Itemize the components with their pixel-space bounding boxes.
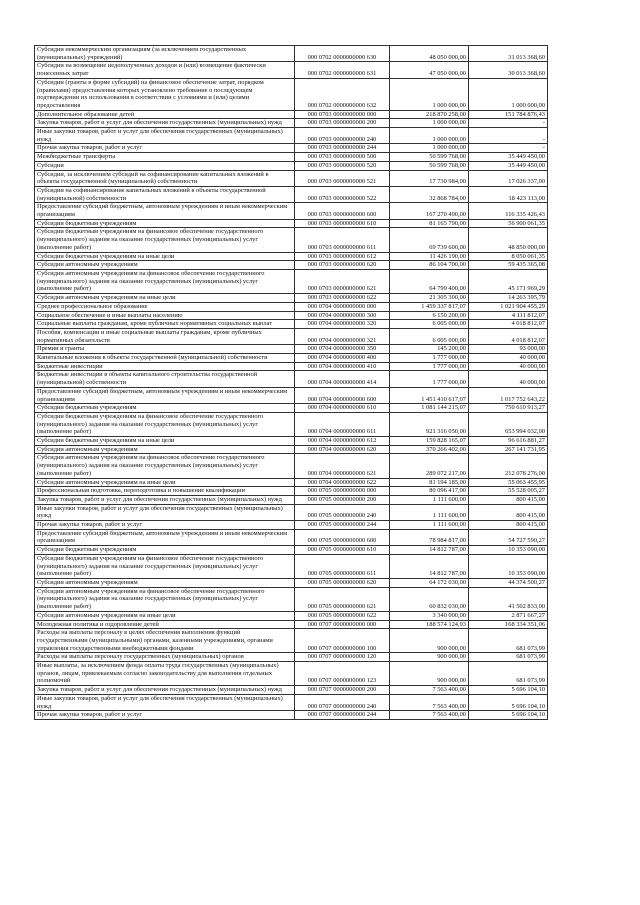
row-approved-cell: 167 270 490,00	[390, 203, 469, 219]
table-row	[35, 478, 548, 487]
row-executed-cell: 93 000,00	[469, 345, 548, 354]
row-code-cell: 000 0704 0000000000 620	[295, 445, 390, 454]
row-approved-cell: 1 777 000,00	[390, 371, 469, 387]
row-approved-cell: 64 799 400,00	[390, 269, 469, 293]
row-code-cell: 000 0703 0000000000 500	[295, 153, 390, 162]
row-executed-cell: 1 017 752 643,22	[469, 387, 548, 403]
table-row	[35, 445, 548, 454]
row-code-cell: 000 0705 0000000000 244	[295, 521, 390, 530]
row-code-cell: 000 0704 0000000000 300	[295, 311, 390, 320]
row-name-cell: Субсидии автономным учреждениям на финансовое обеспечение государственного (муниципального) задания на оказание государственных (муниципальных) услуг (выполнение работ)	[35, 587, 295, 611]
row-name-cell: Молодежная политика и оздоровление детей	[35, 620, 295, 629]
table-row	[35, 78, 548, 110]
row-executed-cell: 168 334 351,06	[469, 620, 548, 629]
row-code-cell: 000 0702 0000000000 630	[295, 46, 390, 62]
table-row	[35, 228, 548, 252]
row-name-cell: Предоставление субсидий бюджетным, автономным учреждениям и иным некоммерческим организациям	[35, 203, 295, 219]
row-name-cell: Субсидии на софинансирование капитальных вложений в объекты государственной (муниципальной) собственности	[35, 186, 295, 202]
table-row	[35, 487, 548, 496]
table-row	[35, 620, 548, 629]
row-name-cell: Иные закупки товаров, работ и услуг для обеспечения государственных (муниципальных) нужд	[35, 694, 295, 710]
row-name-cell: Пособия, компенсации и иные социальные выплаты гражданам, кроме публичных нормативных обязательств	[35, 328, 295, 344]
row-approved-cell: 69 739 600,00	[390, 228, 469, 252]
table-row	[35, 662, 548, 686]
row-approved-cell: 1 451 410 617,07	[390, 387, 469, 403]
row-code-cell: 000 0704 0000000000 621	[295, 454, 390, 478]
row-code-cell: 000 0707 0000000000 100	[295, 629, 390, 653]
row-approved-cell: 80 096 417,00	[390, 487, 469, 496]
row-approved-cell: 7 563 400,00	[390, 694, 469, 710]
table-row	[35, 269, 548, 293]
table-row	[35, 144, 548, 153]
row-executed-cell: 681 073,99	[469, 629, 548, 653]
row-name-cell: Капитальные вложения в объекты государственной (муниципальной) собственности	[35, 354, 295, 363]
table-row	[35, 110, 548, 119]
row-name-cell: Расходы на выплаты персоналу в целях обеспечения выполнения функций государственными (муниципальными) органами, казенными учреждениями, органами управления государственными внебюджетными фондами	[35, 629, 295, 653]
row-code-cell: 000 0705 0000000000 611	[295, 554, 390, 578]
row-executed-cell: 10 353 090,00	[469, 546, 548, 555]
table-row	[35, 521, 548, 530]
table-row	[35, 186, 548, 202]
row-executed-cell: 4 111 812,07	[469, 311, 548, 320]
table-row	[35, 611, 548, 620]
table-row	[35, 311, 548, 320]
row-name-cell: Дополнительное образование детей	[35, 110, 295, 119]
table-row	[35, 320, 548, 329]
row-code-cell: 000 0703 0000000000 611	[295, 228, 390, 252]
row-code-cell: 000 0704 0000000000 410	[295, 362, 390, 371]
budget-expenditure-table	[34, 45, 548, 720]
row-executed-cell: 48 850 000,00	[469, 228, 548, 252]
table-row	[35, 653, 548, 662]
row-code-cell: 000 0703 0000000000 522	[295, 186, 390, 202]
row-code-cell: 000 0703 0000000000 000	[295, 110, 390, 119]
row-approved-cell: 289 072 217,00	[390, 454, 469, 478]
row-code-cell: 000 0704 0000000000 610	[295, 404, 390, 413]
row-code-cell: 000 0704 0000000000 400	[295, 354, 390, 363]
row-name-cell: Закупка товаров, работ и услуг для обеспечения государственных (муниципальных) нужд	[35, 495, 295, 504]
row-approved-cell: 1 000 000,00	[390, 128, 469, 144]
row-approved-cell: 86 104 700,00	[390, 261, 469, 270]
table-row	[35, 161, 548, 170]
row-code-cell: 000 0707 0000000000 123	[295, 662, 390, 686]
row-name-cell: Бюджетные инвестиции в объекты капитального строительства государственной (муниципальной) собственности	[35, 371, 295, 387]
row-code-cell: 000 0704 0000000000 414	[295, 371, 390, 387]
row-code-cell: 000 0704 0000000000 320	[295, 320, 390, 329]
row-approved-cell: 50 599 768,00	[390, 153, 469, 162]
row-approved-cell: 1 777 000,00	[390, 354, 469, 363]
row-executed-cell: 1 000 000,00	[469, 78, 548, 110]
row-code-cell: 000 0705 0000000000 620	[295, 579, 390, 588]
row-approved-cell: 14 812 787,00	[390, 546, 469, 555]
row-name-cell: Субсидии бюджетным учреждениям на иные цели	[35, 437, 295, 446]
row-executed-cell: 653 994 032,00	[469, 412, 548, 436]
row-executed-cell: 800 415,00	[469, 495, 548, 504]
row-name-cell: Закупка товаров, работ и услуг для обеспечения государственных (муниципальных) нужд	[35, 119, 295, 128]
row-name-cell: Прочая закупка товаров, работ и услуг	[35, 521, 295, 530]
row-approved-cell: 17 730 984,00	[390, 170, 469, 186]
row-executed-cell: 681 073,99	[469, 662, 548, 686]
row-name-cell: Субсидии автономным учреждениям на финансовое обеспечение государственного (муниципального) задания на оказание государственных (муниципальных) услуг (выполнение работ)	[35, 269, 295, 293]
row-name-cell: Иные закупки товаров, работ и услуг для обеспечения государственных (муниципальных) нужд	[35, 504, 295, 520]
table-row	[35, 587, 548, 611]
row-approved-cell: 50 599 768,00	[390, 161, 469, 170]
table-row	[35, 46, 548, 62]
row-code-cell: 000 0704 0000000000 321	[295, 328, 390, 344]
table-row	[35, 694, 548, 710]
row-approved-cell: 218 870 258,00	[390, 110, 469, 119]
row-name-cell: Субсидии автономным учреждениям на иные цели	[35, 294, 295, 303]
row-approved-cell: 900 000,00	[390, 662, 469, 686]
row-executed-cell: 17 026 337,00	[469, 170, 548, 186]
table-row	[35, 579, 548, 588]
row-executed-cell: 2 871 667,27	[469, 611, 548, 620]
row-code-cell: 000 0703 0000000000 610	[295, 219, 390, 228]
row-executed-cell: 116 335 426,43	[469, 203, 548, 219]
row-name-cell: Субсидии, за исключением субсидий на софинансирование капитальных вложений в объекты государственной (муниципальной) собственности	[35, 170, 295, 186]
row-approved-cell: 7 563 400,00	[390, 686, 469, 695]
row-code-cell: 000 0704 0000000000 350	[295, 345, 390, 354]
row-name-cell: Субсидии бюджетным учреждениям на финансовое обеспечение государственного (муниципального) задания на оказание государственных (муниципальных) услуг (выполнение работ)	[35, 554, 295, 578]
row-code-cell: 000 0704 0000000000 600	[295, 387, 390, 403]
row-executed-cell: 4 018 812,07	[469, 328, 548, 344]
row-code-cell: 000 0705 0000000000 600	[295, 529, 390, 545]
table-row	[35, 437, 548, 446]
row-executed-cell: 800 415,00	[469, 504, 548, 520]
row-code-cell: 000 0705 0000000000 610	[295, 546, 390, 555]
row-approved-cell: 81 165 790,00	[390, 219, 469, 228]
row-name-cell: Социальное обеспечение и иные выплаты населению	[35, 311, 295, 320]
table-row	[35, 546, 548, 555]
row-code-cell: 000 0705 0000000000 240	[295, 504, 390, 520]
row-executed-cell: 212 078 276,00	[469, 454, 548, 478]
table-row	[35, 153, 548, 162]
table-row	[35, 170, 548, 186]
row-name-cell: Субсидии бюджетным учреждениям	[35, 546, 295, 555]
table-row	[35, 219, 548, 228]
row-executed-cell: 267 141 731,95	[469, 445, 548, 454]
row-code-cell: 000 0705 0000000000 621	[295, 587, 390, 611]
row-executed-cell: -	[469, 119, 548, 128]
table-row	[35, 686, 548, 695]
row-name-cell: Субсидии (гранты в форме субсидий) на финансовое обеспечение затрат, порядком (правилами) предоставления которых установлено требование о последующем подтверждении их использования в соответствии с условиями и (или) целями предоставления	[35, 78, 295, 110]
row-approved-cell: 6 005 000,00	[390, 320, 469, 329]
table-row	[35, 454, 548, 478]
row-approved-cell: 188 574 124,93	[390, 620, 469, 629]
row-name-cell: Субсидии автономным учреждениям	[35, 261, 295, 270]
row-executed-cell: 30 013 368,60	[469, 62, 548, 78]
row-code-cell: 000 0704 0000000000 611	[295, 412, 390, 436]
table-row	[35, 345, 548, 354]
table-body	[35, 46, 548, 720]
row-approved-cell: 1 000 000,00	[390, 78, 469, 110]
table-row	[35, 362, 548, 371]
row-code-cell: 000 0704 0000000000 000	[295, 302, 390, 311]
table-row	[35, 328, 548, 344]
table-row	[35, 504, 548, 520]
table-row	[35, 711, 548, 720]
row-approved-cell: 81 194 185,00	[390, 478, 469, 487]
row-executed-cell: 750 610 913,27	[469, 404, 548, 413]
row-executed-cell: 10 353 090,00	[469, 554, 548, 578]
row-executed-cell: 1 021 904 455,29	[469, 302, 548, 311]
row-name-cell: Предоставление субсидий бюджетным, автономным учреждениям и иным некоммерческим организациям	[35, 387, 295, 403]
row-executed-cell: 35 449 450,00	[469, 153, 548, 162]
row-name-cell: Закупка товаров, работ и услуг для обеспечения государственных (муниципальных) нужд	[35, 686, 295, 695]
row-name-cell: Субсидии бюджетным учреждениям на иные цели	[35, 252, 295, 261]
table-row	[35, 294, 548, 303]
row-executed-cell: 40 000,00	[469, 362, 548, 371]
row-name-cell: Субсидии	[35, 161, 295, 170]
row-code-cell: 000 0707 0000000000 000	[295, 620, 390, 629]
table-row	[35, 387, 548, 403]
table-row	[35, 302, 548, 311]
row-executed-cell: 31 013 368,60	[469, 46, 548, 62]
row-executed-cell: -	[469, 144, 548, 153]
table-row	[35, 252, 548, 261]
table-row	[35, 629, 548, 653]
row-executed-cell: 151 784 876,43	[469, 110, 548, 119]
table-row	[35, 554, 548, 578]
table-row	[35, 404, 548, 413]
row-approved-cell: 900 000,00	[390, 629, 469, 653]
row-executed-cell: 55 063 455,95	[469, 478, 548, 487]
row-executed-cell: 14 263 395,79	[469, 294, 548, 303]
row-approved-cell: 921 316 050,00	[390, 412, 469, 436]
row-name-cell: Межбюджетные трансферты	[35, 153, 295, 162]
row-code-cell: 000 0707 0000000000 120	[295, 653, 390, 662]
row-code-cell: 000 0707 0000000000 240	[295, 694, 390, 710]
table-row	[35, 354, 548, 363]
row-name-cell: Премии и гранты	[35, 345, 295, 354]
row-name-cell: Субсидии автономным учреждениям на финансовое обеспечение государственного (муниципального) задания на оказание государственных (муниципальных) услуг (выполнение работ)	[35, 454, 295, 478]
row-approved-cell: 159 828 165,07	[390, 437, 469, 446]
row-code-cell: 000 0702 0000000000 631	[295, 62, 390, 78]
table-row	[35, 495, 548, 504]
row-name-cell: Прочая закупка товаров, работ и услуг	[35, 144, 295, 153]
row-name-cell: Профессиональная подготовка, переподготовка и повышение квалификации	[35, 487, 295, 496]
row-executed-cell: -	[469, 128, 548, 144]
row-code-cell: 000 0704 0000000000 622	[295, 478, 390, 487]
row-code-cell: 000 0703 0000000000 621	[295, 269, 390, 293]
row-name-cell: Предоставление субсидий бюджетным, автономным учреждениям и иным некоммерческим организациям	[35, 529, 295, 545]
row-executed-cell: 41 502 833,00	[469, 587, 548, 611]
row-approved-cell: 145 200,00	[390, 345, 469, 354]
row-approved-cell: 6 150 200,00	[390, 311, 469, 320]
row-code-cell: 000 0703 0000000000 200	[295, 119, 390, 128]
row-approved-cell: 21 305 300,00	[390, 294, 469, 303]
row-approved-cell: 1 000 000,00	[390, 119, 469, 128]
row-approved-cell: 47 050 000,00	[390, 62, 469, 78]
row-name-cell: Субсидии автономным учреждениям	[35, 579, 295, 588]
row-code-cell: 000 0703 0000000000 612	[295, 252, 390, 261]
row-name-cell: Субсидии автономным учреждениям на иные цели	[35, 611, 295, 620]
row-approved-cell: 48 050 000,00	[390, 46, 469, 62]
table-row	[35, 128, 548, 144]
row-approved-cell: 6 005 000,00	[390, 328, 469, 344]
row-code-cell: 000 0705 0000000000 000	[295, 487, 390, 496]
row-approved-cell: 78 984 817,00	[390, 529, 469, 545]
row-approved-cell: 1 777 000,00	[390, 362, 469, 371]
row-approved-cell: 14 812 787,00	[390, 554, 469, 578]
row-executed-cell: 44 374 500,27	[469, 579, 548, 588]
row-name-cell: Субсидии бюджетным учреждениям	[35, 404, 295, 413]
row-approved-cell: 7 563 400,00	[390, 711, 469, 720]
row-approved-cell: 1 111 600,00	[390, 521, 469, 530]
budget-report-page	[34, 45, 547, 720]
row-executed-cell: 8 050 061,35	[469, 252, 548, 261]
row-executed-cell: 18 423 113,00	[469, 186, 548, 202]
row-approved-cell: 11 426 190,00	[390, 252, 469, 261]
row-executed-cell: 40 000,00	[469, 354, 548, 363]
row-name-cell: Субсидии некоммерческим организациям (за исключением государственных (муниципальных) учреждений)	[35, 46, 295, 62]
row-executed-cell: 54 727 590,27	[469, 529, 548, 545]
row-code-cell: 000 0703 0000000000 240	[295, 128, 390, 144]
row-code-cell: 000 0703 0000000000 244	[295, 144, 390, 153]
row-executed-cell: 5 696 104,10	[469, 686, 548, 695]
row-executed-cell: 96 616 881,27	[469, 437, 548, 446]
row-name-cell: Расходы на выплаты персоналу государственных (муниципальных) органов	[35, 653, 295, 662]
row-name-cell: Прочая закупка товаров, работ и услуг	[35, 711, 295, 720]
row-approved-cell: 64 172 030,00	[390, 579, 469, 588]
row-code-cell: 000 0703 0000000000 600	[295, 203, 390, 219]
row-approved-cell: 900 000,00	[390, 653, 469, 662]
row-executed-cell: 59 435 365,08	[469, 261, 548, 270]
table-row	[35, 412, 548, 436]
row-code-cell: 000 0705 0000000000 200	[295, 495, 390, 504]
row-name-cell: Иные закупки товаров, работ и услуг для обеспечения государственных (муниципальных) нужд	[35, 128, 295, 144]
row-executed-cell: 5 696 104,10	[469, 694, 548, 710]
table-row	[35, 261, 548, 270]
row-name-cell: Субсидии автономным учреждениям	[35, 445, 295, 454]
row-code-cell: 000 0705 0000000000 622	[295, 611, 390, 620]
table-row	[35, 62, 548, 78]
table-row	[35, 529, 548, 545]
row-executed-cell: 681 073,99	[469, 653, 548, 662]
row-code-cell: 000 0703 0000000000 520	[295, 161, 390, 170]
row-code-cell: 000 0707 0000000000 200	[295, 686, 390, 695]
row-approved-cell: 32 868 784,00	[390, 186, 469, 202]
row-code-cell: 000 0707 0000000000 244	[295, 711, 390, 720]
row-approved-cell: 1 081 144 215,07	[390, 404, 469, 413]
row-executed-cell: 4 018 812,07	[469, 320, 548, 329]
row-code-cell: 000 0703 0000000000 622	[295, 294, 390, 303]
row-name-cell: Субсидии автономным учреждениям на иные цели	[35, 478, 295, 487]
row-name-cell: Субсидии на возмещение недополученных доходов и (или) возмещение фактически понесенных затрат	[35, 62, 295, 78]
table-row	[35, 119, 548, 128]
row-executed-cell: 45 171 969,29	[469, 269, 548, 293]
row-approved-cell: 370 266 402,00	[390, 445, 469, 454]
row-approved-cell: 3 340 000,00	[390, 611, 469, 620]
table-row	[35, 371, 548, 387]
row-executed-cell: 35 449 450,00	[469, 161, 548, 170]
row-name-cell: Иные выплаты, за исключением фонда оплаты труда государственных (муниципальных) органов, лицам, привлекаемым согласно законодательству для выполнения отдельных полномочий	[35, 662, 295, 686]
row-executed-cell: 40 000,00	[469, 371, 548, 387]
row-approved-cell: 1 111 600,00	[390, 504, 469, 520]
row-name-cell: Социальные выплаты гражданам, кроме публичных нормативных социальных выплат	[35, 320, 295, 329]
row-code-cell: 000 0702 0000000000 632	[295, 78, 390, 110]
row-name-cell: Бюджетные инвестиции	[35, 362, 295, 371]
row-name-cell: Субсидии бюджетным учреждениям на финансовое обеспечение государственного (муниципального) задания на оказание государственных (муниципальных) услуг (выполнение работ)	[35, 228, 295, 252]
row-approved-cell: 1 111 600,00	[390, 495, 469, 504]
row-name-cell: Субсидии бюджетным учреждениям на финансовое обеспечение государственного (муниципального) задания на оказание государственных (муниципальных) услуг (выполнение работ)	[35, 412, 295, 436]
row-approved-cell: 1 000 000,00	[390, 144, 469, 153]
row-executed-cell: 800 415,00	[469, 521, 548, 530]
row-approved-cell: 1 459 337 817,07	[390, 302, 469, 311]
row-executed-cell: 56 900 061,35	[469, 219, 548, 228]
table-row	[35, 203, 548, 219]
row-code-cell: 000 0704 0000000000 612	[295, 437, 390, 446]
row-code-cell: 000 0703 0000000000 620	[295, 261, 390, 270]
row-executed-cell: 55 528 005,27	[469, 487, 548, 496]
row-approved-cell: 60 832 030,00	[390, 587, 469, 611]
row-executed-cell: 5 696 104,10	[469, 711, 548, 720]
row-code-cell: 000 0703 0000000000 521	[295, 170, 390, 186]
row-name-cell: Субсидии бюджетным учреждениям	[35, 219, 295, 228]
row-name-cell: Среднее профессиональное образование	[35, 302, 295, 311]
